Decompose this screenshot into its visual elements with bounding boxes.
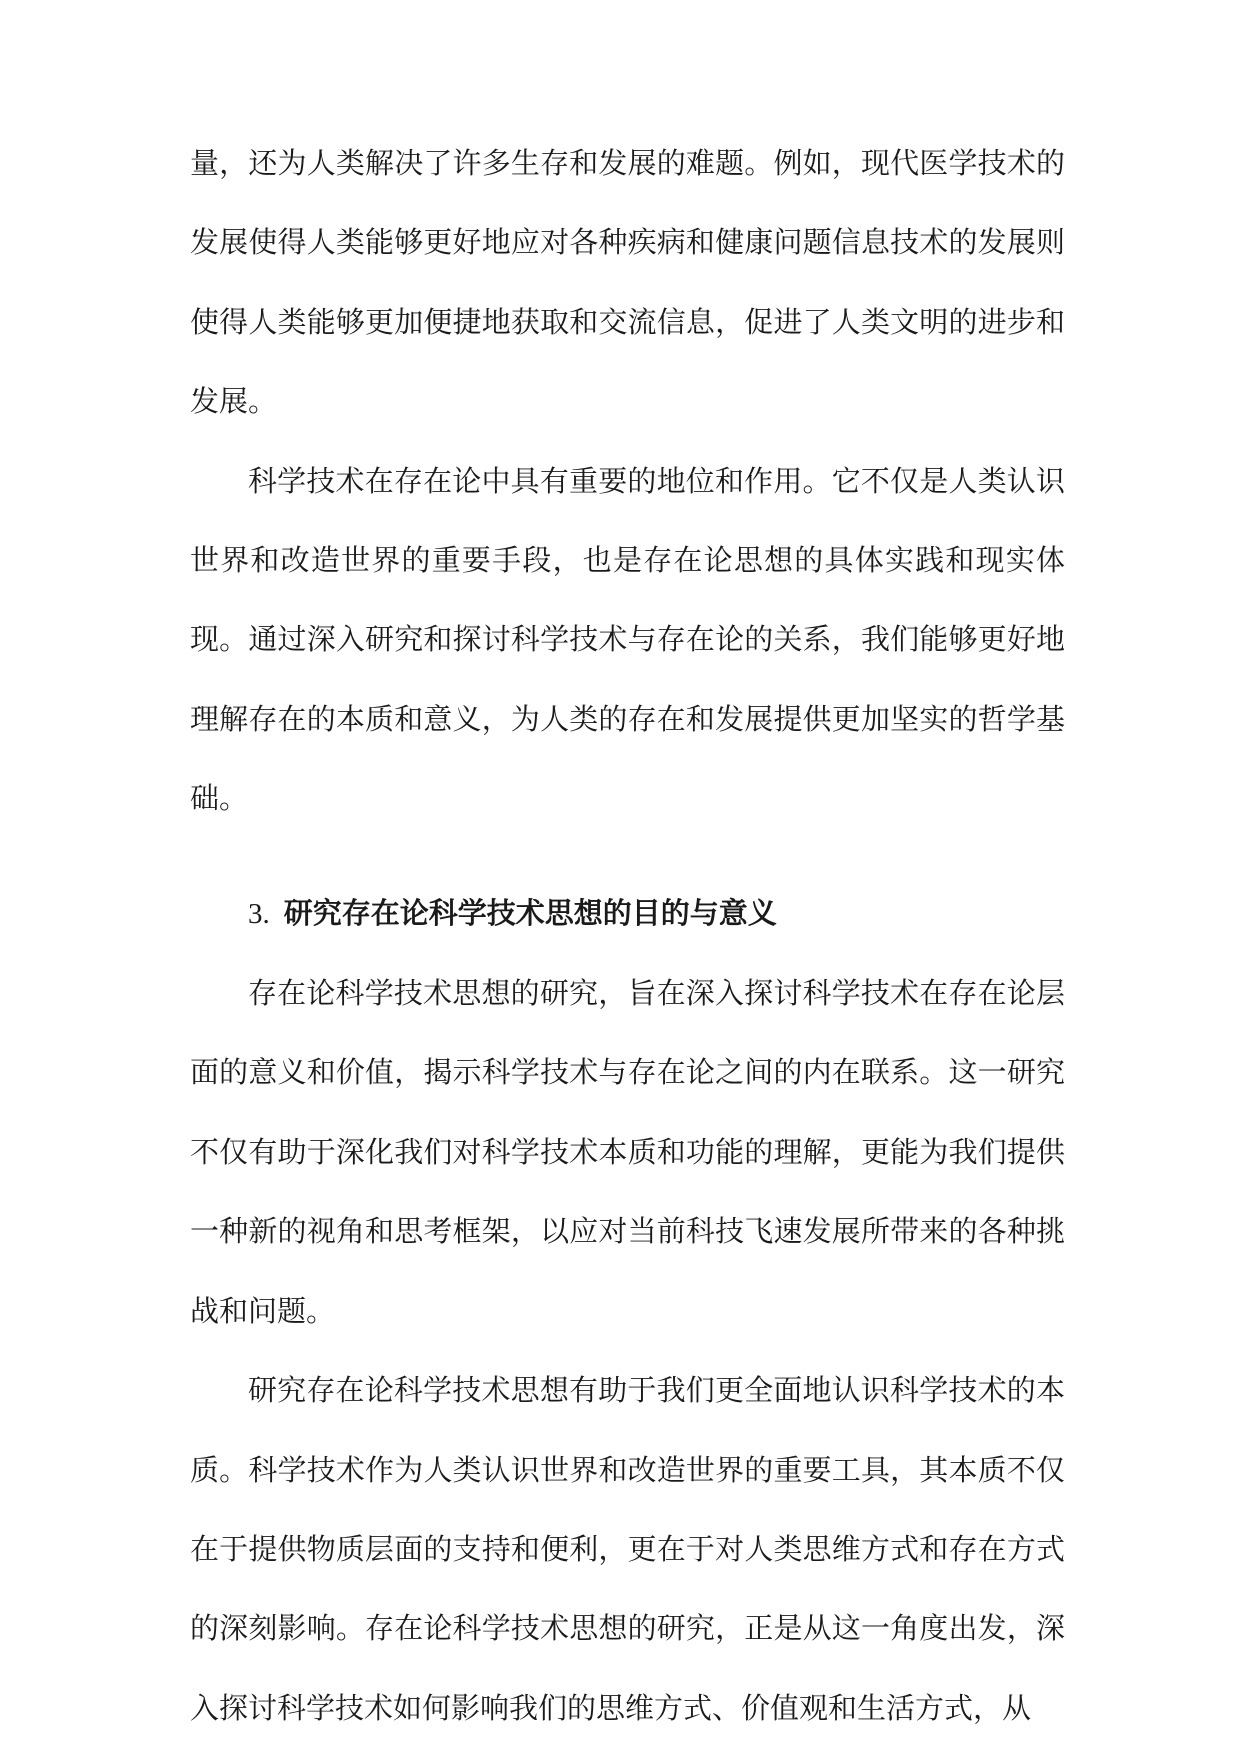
body-text (190, 124, 1065, 1748)
section-number: 3. (248, 897, 270, 930)
paragraph-continued: 量，还为人类解决了许多生存和发展的难题。例如，现代医学技术的发展使得人类能够更好地应对各种疾病和健康问题信息技术的发展则使得人类能够更加便捷地获取和交流信息，促进了人类文明的进步和发展。 (190, 146, 1065, 419)
paragraph-role-of-science: 科学技术在存在论中具有重要的地位和作用。它不仅是人类认识世界和改造世界的重要手段，也是存在论思想的具体实践和现实体现。通过深入研究和探讨科学技术与存在论的关系，我们能够更好地理解存在的本质和意义，为人类的存在和发展提供更加坚实的哲学基础。 (190, 463, 1065, 816)
paragraph-essence-of-technology: 研究存在论科学技术思想有助于我们更全面地认识科学技术的本质。科学技术作为人类认识世界和改造世界的重要工具，其本质不仅在于提供物质层面的支持和便利，更在于对人类思维方式和存在方式的深刻影响。存在论科学技术思想的研究，正是从这一角度出发，深入探讨科学技术如何影响我们的思维方式、价值观和生活方式，从 (190, 1373, 1065, 1725)
section-title: 研究存在论科学技术思想的目的与意义 (283, 895, 777, 930)
paragraph-research-purpose: 存在论科学技术思想的研究，旨在深入探讨科学技术在存在论层面的意义和价值，揭示科学技术与存在论之间的内在联系。这一研究不仅有助于深化我们对科学技术本质和功能的理解，更能为我们提供一种新的视角和思考框架，以应对当前科技飞速发展所带来的各种挑战和问题。 (190, 976, 1065, 1328)
section-heading (190, 874, 1065, 954)
